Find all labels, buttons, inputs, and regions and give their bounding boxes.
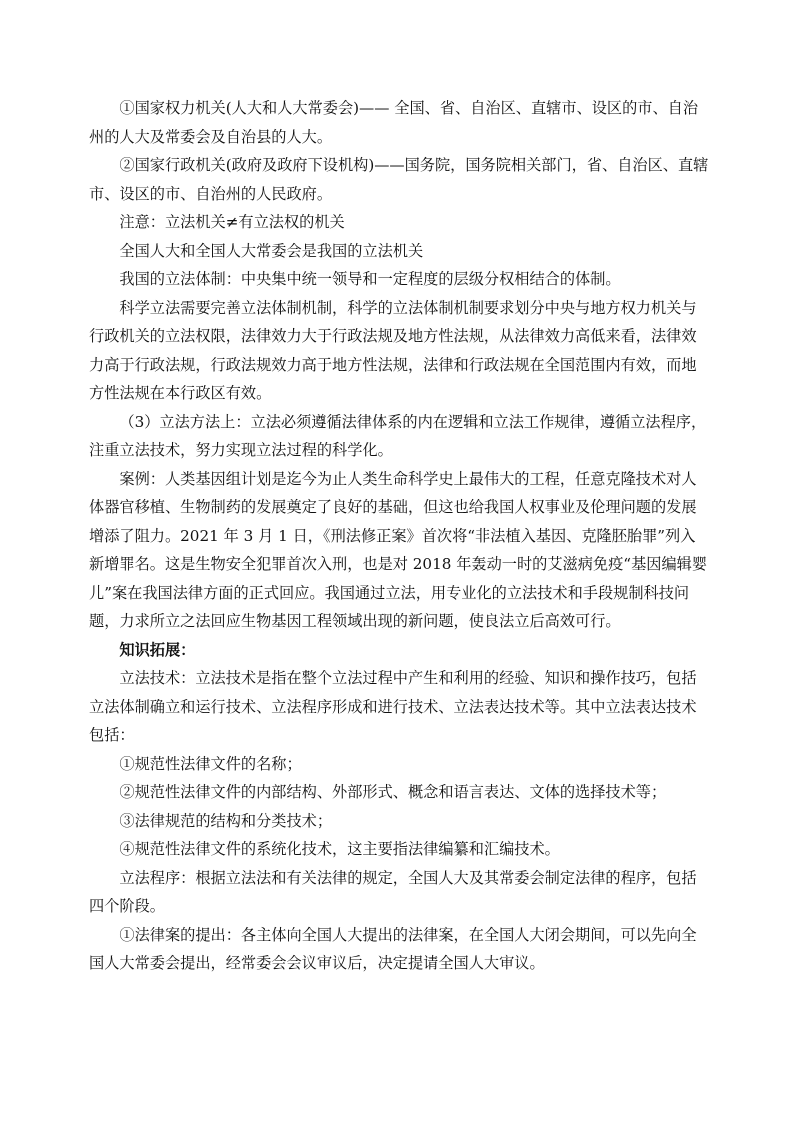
paragraph-note: 注意：立法机关≠有立法权的机关 (119, 213, 345, 231)
paragraph-scientific-legislation: 科学立法需要完善立法体制机制，科学的立法体制机制要求划分中央与地方权力机关与行政机关的立法权限，法律效力大于行政法规及地方性法规，从法律效力高低来看，法律效力高于行政法规，行政法规效力高于地方性法规，法律和行政法规在全国范围内有效，而地方性法规在本行政区有效。 (89, 298, 697, 402)
list-item-technique-3: ③法律规范的结构和分类技术； (119, 811, 333, 830)
paragraph-administrative-organs: ②国家行政机关(政府及政府下设机构)——国务院，国务院相关部门，省、自治区、直辖市、设区的市、自治州的人民政府。 (89, 156, 709, 203)
list-item-technique-1: ①规范性法律文件的名称； (119, 754, 302, 773)
heading-knowledge-extension: 知识拓展： (119, 640, 196, 659)
paragraph-legislative-organs: 全国人大和全国人大常委会是我国的立法机关 (119, 241, 424, 260)
list-item-technique-4: ④规范性法律文件的系统化技术，这主要指法律编纂和汇编技术。 (119, 840, 560, 858)
list-item-procedure-1: ①法律案的提出：各主体向全国人大提出的法律案，在全国人大闭会期间，可以先向全国人大常委会提出，经常委会会议审议后，决定提请全国人大审议。 (89, 925, 697, 972)
list-item-technique-2: ②规范性法律文件的内部结构、外部形式、概念和语言表达、文体的选择技术等； (119, 783, 667, 801)
paragraph-legislative-system: 我国的立法体制：中央集中统一领导和一定程度的层级分权相结合的体制。 (119, 270, 621, 288)
paragraph-power-organs: ①国家权力机关(人大和人大常委会)—— 全国、省、自治区、直辖市、设区的市、自治州的人大及常委会及自治县的人大。 (89, 99, 699, 146)
paragraph-case-study: 案例：人类基因组计划是迄今为止人类生命科学史上最伟大的工程，任意克隆技术对人体器官移植、生物制药的发展奠定了良好的基础，但这也给我国人权事业及伦理问题的发展增添了阻力。2021 年 3 月 1 日，《刑法修正案》首次将“非法植入基因、克隆胚胎罪”列入新增罪名。这是生物安全犯罪首次入刑，也是对 2018 年轰动一时的艾滋病免疫“基因编辑婴儿”案在我国法律方面的正式回应。我国通过立法，用专业化的立法技术和手段规制科技问题，力求所立之法回应生物基因工程领域出现的新问题，使良法立后高效可行。 (89, 469, 708, 630)
paragraph-legislative-technique: 立法技术：立法技术是指在整个立法过程中产生和利用的经验、知识和操作技巧，包括立法体制确立和运行技术、立法程序形成和进行技术、立法表达技术等。其中立法表达技术包括： (89, 669, 697, 744)
paragraph-legislative-procedure: 立法程序：根据立法法和有关法律的规定，全国人大及其常委会制定法律的程序，包括四个阶段。 (89, 868, 697, 915)
paragraph-legislative-method: （3）立法方法上：立法必须遵循法律体系的内在逻辑和立法工作规律，遵循立法程序，注重立法技术，努力实现立法过程的科学化。 (89, 412, 707, 459)
document-body (89, 94, 709, 978)
